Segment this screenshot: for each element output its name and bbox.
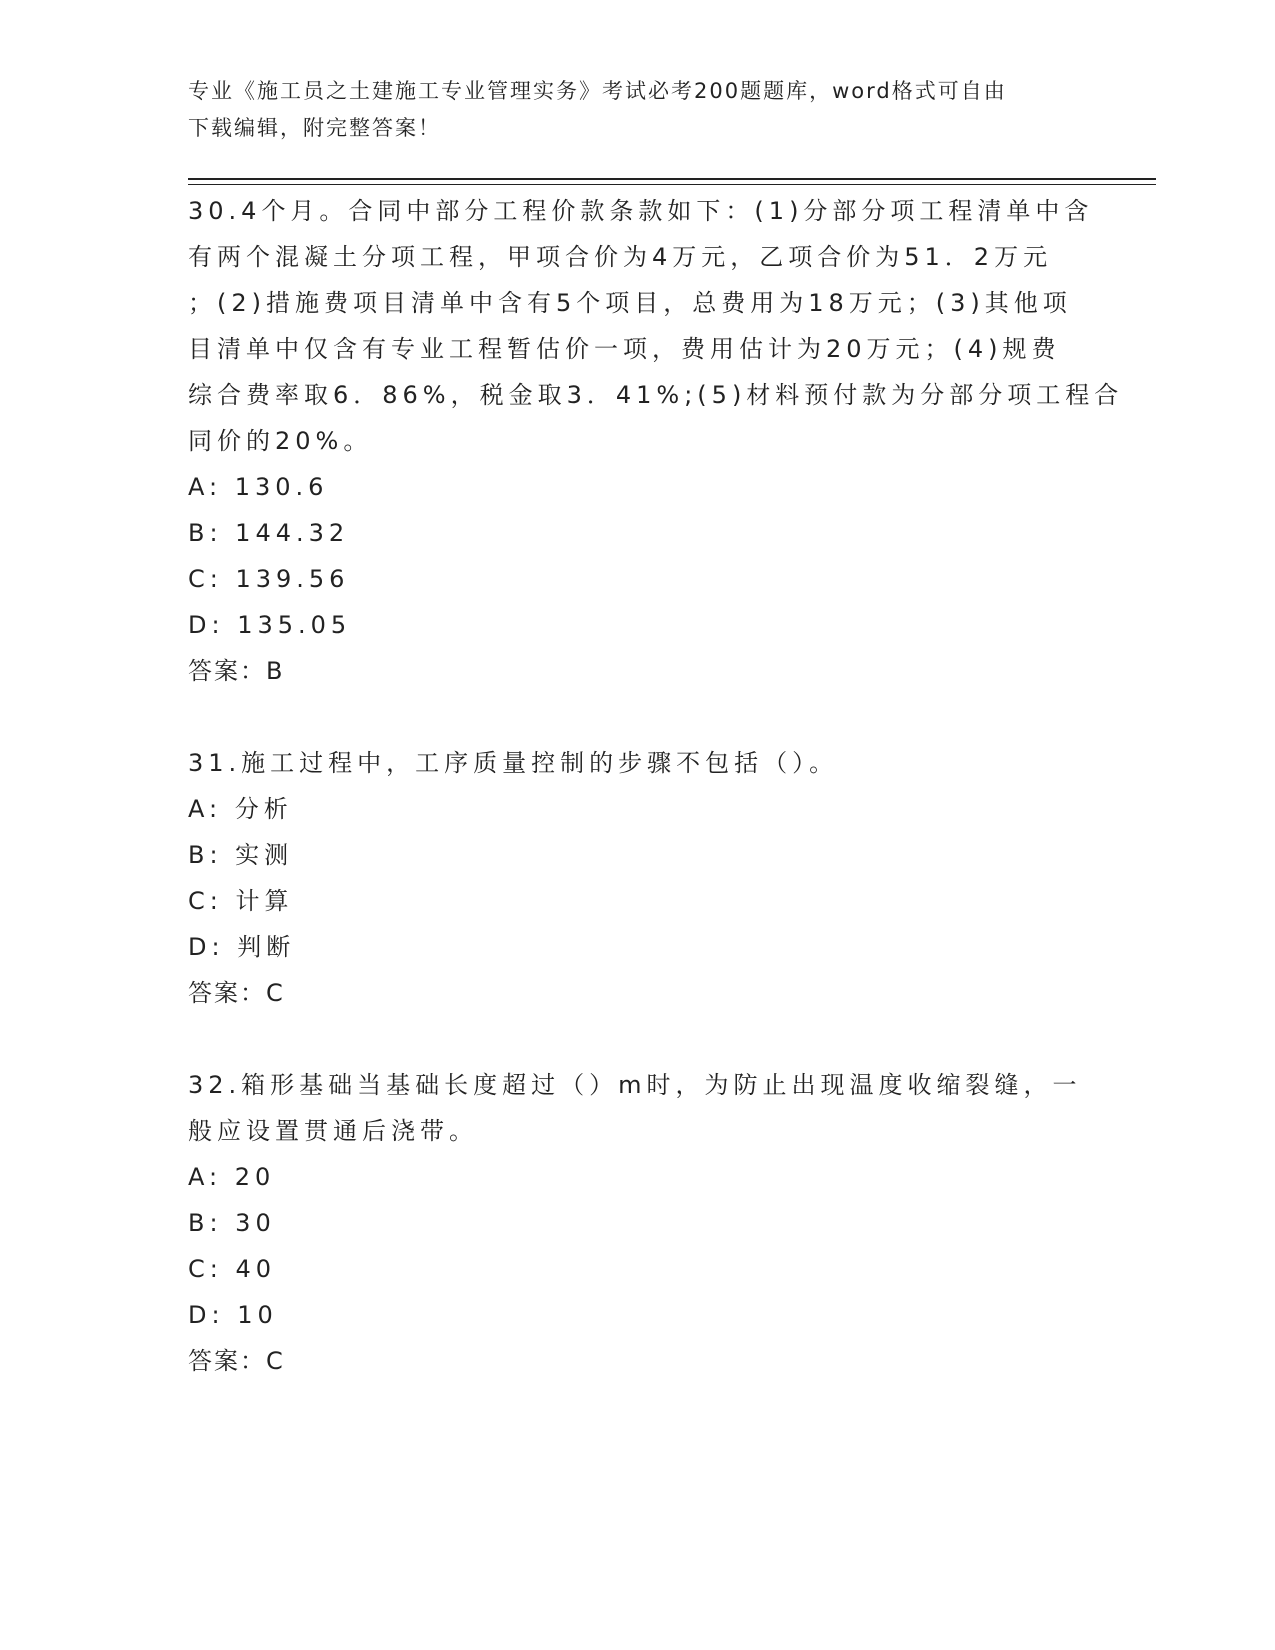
answer-label: 答案：C [188, 979, 285, 1007]
option-b: B: 实测 [188, 841, 294, 869]
question-list [188, 188, 1124, 1384]
answer-label: 答案：C [188, 1347, 285, 1375]
question-30 [188, 188, 1124, 694]
option-d: D: 135.05 [188, 611, 352, 639]
question-32 [188, 1062, 1088, 1384]
question-stem-line: 般应设置贯通后浇带。 [188, 1117, 478, 1145]
question-stem-line: 有两个混凝土分项工程，甲项合价为4万元，乙项合价为51．2万元 [188, 243, 1053, 271]
option-b: B: 30 [188, 1209, 276, 1237]
header-line-2: 下载编辑，附完整答案！ [188, 116, 441, 140]
header-line-1: 专业《施工员之土建施工专业管理实务》考试必考200题题库，word格式可自由 [188, 79, 1007, 103]
option-d: D: 判断 [188, 933, 296, 961]
option-c: C: 40 [188, 1255, 277, 1283]
option-a: A: 20 [188, 1163, 276, 1191]
option-c: C: 计算 [188, 887, 294, 915]
option-b: B: 144.32 [188, 519, 350, 547]
question-stem-line: ；(2)措施费项目清单中含有5个项目，总费用为18万元；(3)其他项 [188, 289, 1072, 317]
option-a: A: 分析 [188, 795, 293, 823]
question-stem-line: 31.施工过程中，工序质量控制的步骤不包括（）。 [188, 749, 839, 777]
question-stem-line: 30.4个月。合同中部分工程价款条款如下：(1)分部分项工程清单中含 [188, 197, 1094, 225]
question-stem-line: 目清单中仅含有专业工程暂估价一项，费用估计为20万元；(4)规费 [188, 335, 1061, 363]
answer-label: 答案：B [188, 657, 285, 685]
option-a: A: 130.6 [188, 473, 329, 501]
question-31 [188, 740, 1088, 1016]
option-c: C: 139.56 [188, 565, 350, 593]
question-stem-line: 综合费率取6．86%，税金取3．41%;(5)材料预付款为分部分项工程合 [188, 381, 1124, 409]
option-d: D: 10 [188, 1301, 278, 1329]
header-divider-thick [188, 178, 1156, 180]
question-stem-line: 同价的20%。 [188, 427, 373, 455]
question-stem-line: 32.箱形基础当基础长度超过（）m时，为防止出现温度收缩裂缝，一 [188, 1071, 1082, 1099]
header-divider-thin [188, 184, 1156, 185]
document-header [188, 73, 1068, 147]
